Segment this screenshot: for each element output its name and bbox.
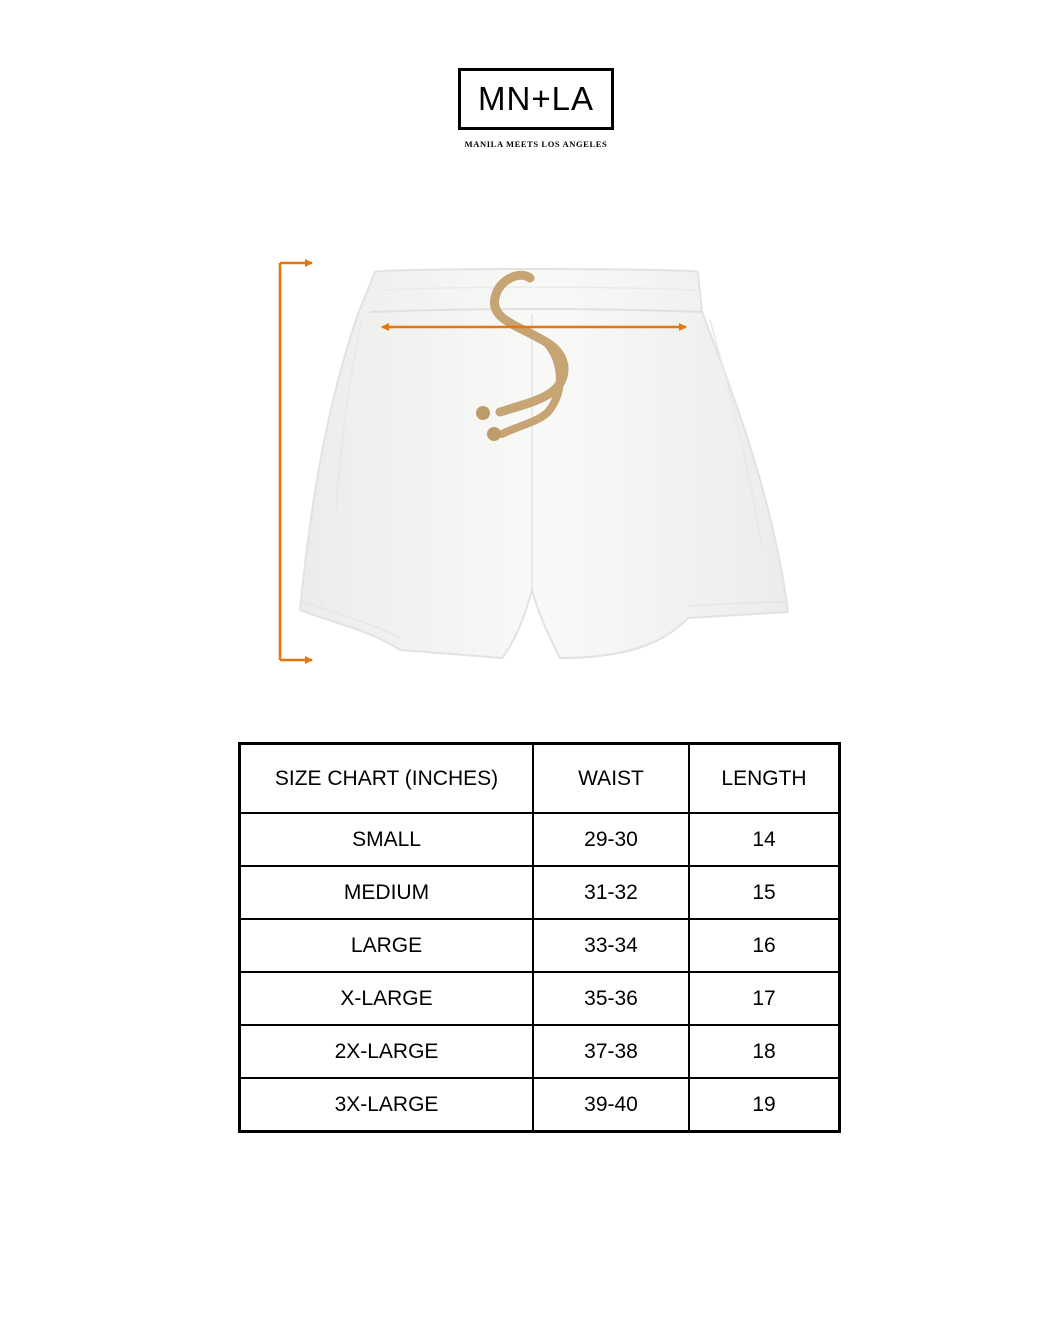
waist-cell: 33-34 <box>533 919 689 972</box>
header-size: SIZE CHART (INCHES) <box>240 744 534 814</box>
header-length: LENGTH <box>689 744 840 814</box>
size-cell: LARGE <box>240 919 534 972</box>
header-waist: WAIST <box>533 744 689 814</box>
waist-cell: 39-40 <box>533 1078 689 1132</box>
waist-cell: 31-32 <box>533 866 689 919</box>
length-cell: 14 <box>689 813 840 866</box>
table-row <box>240 813 840 866</box>
table-header-row <box>240 744 840 814</box>
length-cell: 18 <box>689 1025 840 1078</box>
length-cell: 19 <box>689 1078 840 1132</box>
table-row <box>240 919 840 972</box>
size-cell: X-LARGE <box>240 972 534 1025</box>
size-cell: 2X-LARGE <box>240 1025 534 1078</box>
waist-cell: 35-36 <box>533 972 689 1025</box>
shorts-illustration <box>270 250 800 680</box>
length-cell: 15 <box>689 866 840 919</box>
waist-cell: 37-38 <box>533 1025 689 1078</box>
logo-tagline: MANILA MEETS LOS ANGELES <box>464 139 608 149</box>
size-cell: MEDIUM <box>240 866 534 919</box>
waist-cell: 29-30 <box>533 813 689 866</box>
table-row <box>240 1025 840 1078</box>
logo-text: MN+LA <box>478 80 594 117</box>
table-row <box>240 866 840 919</box>
table-row <box>240 972 840 1025</box>
table-row <box>240 1078 840 1132</box>
size-cell: SMALL <box>240 813 534 866</box>
size-chart-table <box>238 742 841 1133</box>
brand-logo <box>458 68 614 130</box>
length-cell: 16 <box>689 919 840 972</box>
length-cell: 17 <box>689 972 840 1025</box>
size-cell: 3X-LARGE <box>240 1078 534 1132</box>
